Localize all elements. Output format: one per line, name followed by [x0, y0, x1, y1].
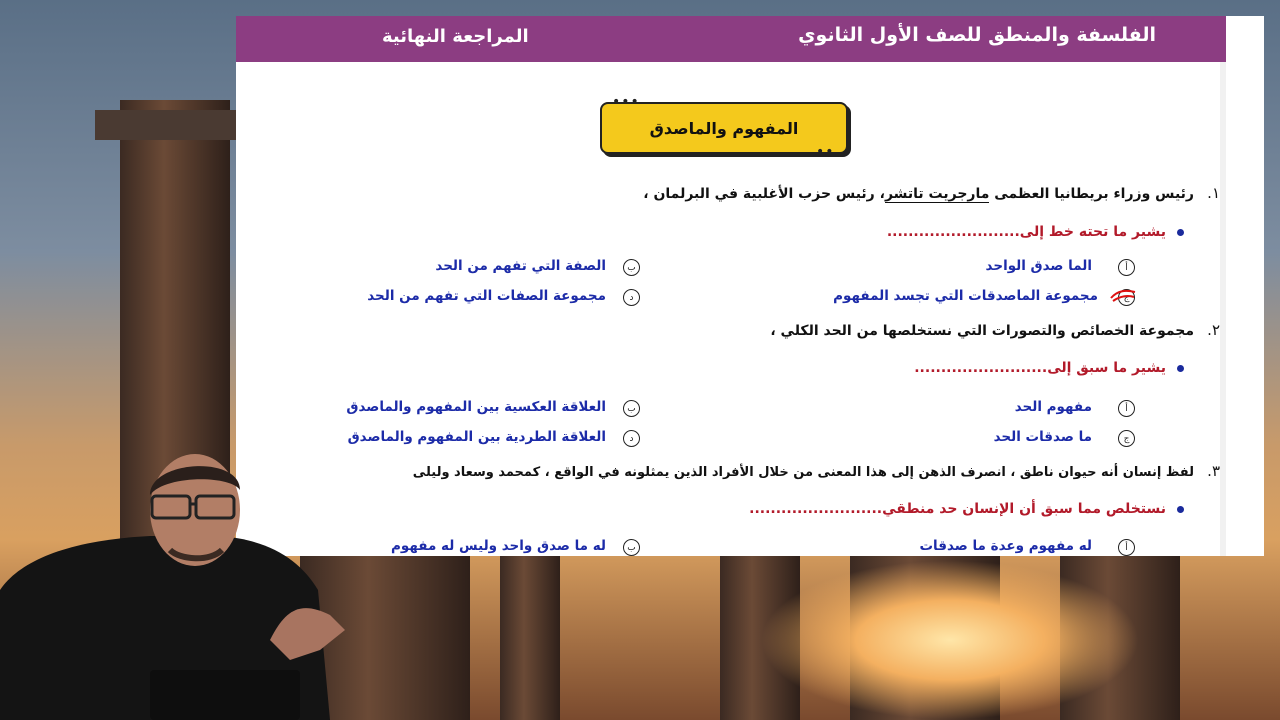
- question-text: [643, 186, 1194, 202]
- question-prompt: نستخلص مما سبق أن الإنسان حد منطقي.........................: [749, 501, 1166, 517]
- bullet-icon: [1177, 229, 1184, 236]
- option-letter-icon[interactable]: د: [623, 430, 640, 447]
- question-text-part: رئيس وزراء بريطانيا العظمى: [989, 186, 1194, 202]
- underlined-term: مارجريت تاتشر: [884, 186, 990, 202]
- decor-dots: ••: [816, 144, 835, 160]
- option-text[interactable]: ما صدقات الحد: [993, 429, 1092, 445]
- option-text[interactable]: مجموعة الماصدقات التي تجسد المفهوم: [833, 288, 1098, 304]
- option-letter-icon[interactable]: أ: [1118, 539, 1135, 556]
- lesson-title: المفهوم والماصدق: [600, 102, 848, 154]
- background-column-capital: [95, 110, 255, 140]
- option-text[interactable]: العلاقة الطردية بين المفهوم والماصدق: [347, 429, 606, 445]
- section-title: المراجعة النهائية: [382, 26, 529, 47]
- question-number: .٢: [1207, 321, 1220, 339]
- option-letter-icon[interactable]: ج: [1118, 289, 1135, 306]
- question-number: .٣: [1207, 462, 1220, 480]
- bullet-icon: [1177, 365, 1184, 372]
- question-number: .١: [1207, 184, 1220, 202]
- option-letter-icon[interactable]: أ: [1118, 400, 1135, 417]
- sunset-glow: [760, 560, 1140, 720]
- option-text[interactable]: الصفة التي تفهم من الحد: [435, 258, 606, 274]
- course-title: الفلسفة والمنطق للصف الأول الثانوي: [798, 24, 1156, 46]
- slide-header: [236, 16, 1226, 62]
- option-text[interactable]: مجموعة الصفات التي تفهم من الحد: [367, 288, 606, 304]
- question-text: مجموعة الخصائص والتصورات التي نستخلصها من الحد الكلي ،: [770, 323, 1194, 339]
- option-letter-icon[interactable]: ج: [1118, 430, 1135, 447]
- answer-mark-icon: [1110, 288, 1136, 302]
- option-text[interactable]: مفهوم الحد: [1014, 399, 1092, 415]
- option-letter-icon[interactable]: ب: [623, 539, 640, 556]
- option-text[interactable]: له مفهوم وعدة ما صدقات: [919, 538, 1092, 554]
- option-letter-icon[interactable]: د: [623, 289, 640, 306]
- option-letter-icon[interactable]: ب: [623, 259, 640, 276]
- question-prompt: يشير ما تحته خط إلى.........................: [886, 224, 1166, 240]
- question-text-part: ، رئيس حزب الأغلبية في البرلمان ،: [643, 186, 885, 202]
- slide: [236, 16, 1264, 556]
- option-letter-icon[interactable]: أ: [1118, 259, 1135, 276]
- option-text[interactable]: العلاقة العكسية بين المفهوم والماصدق: [346, 399, 606, 415]
- presenter-video: [0, 440, 360, 720]
- question-prompt: يشير ما سبق إلى.........................: [914, 360, 1166, 376]
- option-text[interactable]: له ما صدق واحد وليس له مفهوم: [391, 538, 606, 554]
- question-text: لفظ إنسان أنه حيوان ناطق ، انصرف الذهن إلى هذا المعنى من خلال الأفراد الذين يمثلونه في الواقع ، كمحمد وسعاد وليلى: [412, 465, 1194, 480]
- bullet-icon: [1177, 506, 1184, 513]
- option-letter-icon[interactable]: ب: [623, 400, 640, 417]
- slide-right-margin: [1226, 16, 1264, 556]
- background-column: [500, 555, 560, 720]
- option-text[interactable]: الما صدق الواحد: [985, 258, 1092, 274]
